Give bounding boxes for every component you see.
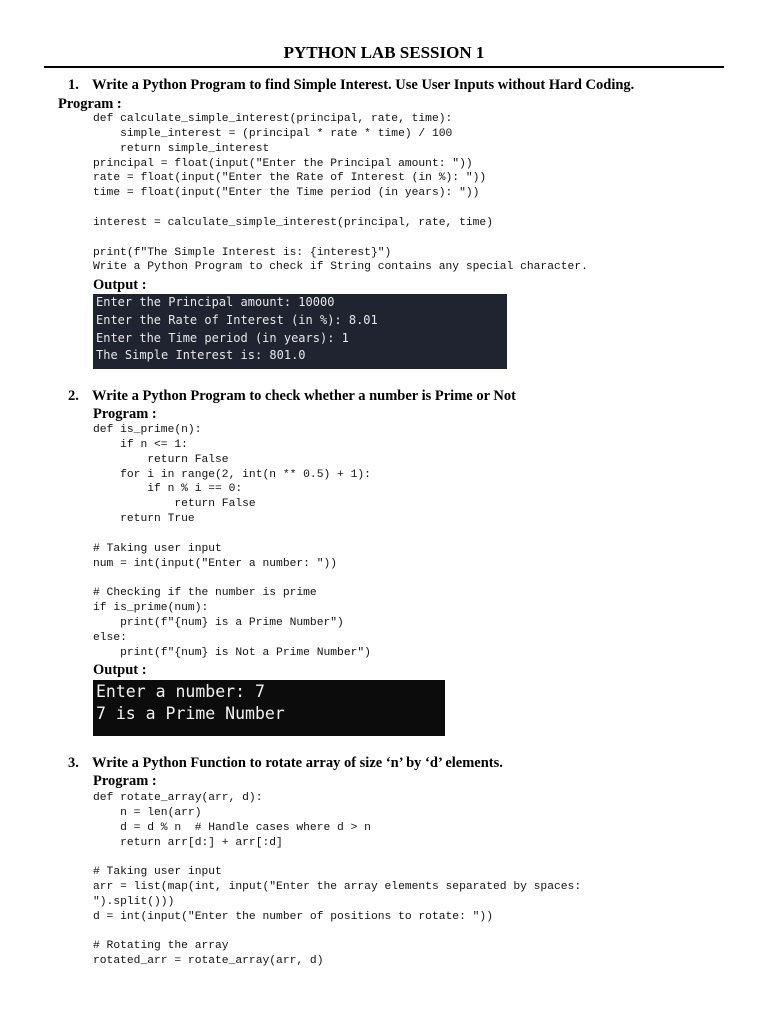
question-1-output-terminal: Enter the Principal amount: 10000 Enter the Rate of Interest (in %): 8.01 Enter the Time period (in years): 1 The Simple Interest is: 801.0 bbox=[93, 294, 507, 369]
page-title: PYTHON LAB SESSION 1 bbox=[283, 43, 485, 62]
question-2-heading bbox=[68, 388, 516, 405]
question-2-program-label: Program : bbox=[93, 406, 157, 422]
question-2-number: 2. bbox=[68, 388, 79, 404]
question-2-code: def is_prime(n): if n <= 1: return False for i in range(2, int(n ** 0.5) + 1): if n % i == 0: return False return True # Taking user input num = int(input("Enter a number: ")) # Checking if the number is prime if is_prime(num): print(f"{num} is a Prime Number") else: print(f"{num} is Not a Prime Number") bbox=[93, 424, 371, 659]
question-2-output-terminal: Enter a number: 7 7 is a Prime Number bbox=[93, 680, 445, 736]
question-2-text: Write a Python Program to check whether a number is Prime or Not bbox=[92, 388, 516, 404]
question-3-program-label: Program : bbox=[93, 773, 157, 789]
question-3-heading bbox=[68, 755, 503, 772]
question-3-code: def rotate_array(arr, d): n = len(arr) d = d % n # Handle cases where d > n return arr[d:] + arr[:d] # Taking user input arr = list(map(int, input("Enter the array elements separated by spaces: ").split())) d = int(input("Enter the number of positions to rotate: ")) # Rotating the array rotated_arr = rotate_array(arr, d) bbox=[93, 792, 582, 968]
question-1-text: Write a Python Program to find Simple Interest. Use User Inputs without Hard Coding. bbox=[92, 77, 635, 93]
question-1-number: 1. bbox=[68, 77, 79, 93]
question-1-program-label: Program : bbox=[58, 96, 122, 112]
question-3-text: Write a Python Function to rotate array of size ‘n’ by ‘d’ elements. bbox=[92, 755, 503, 771]
title-underline bbox=[44, 66, 724, 68]
question-2-output-label: Output : bbox=[93, 662, 147, 678]
question-1-output-label: Output : bbox=[93, 277, 147, 293]
question-1-heading bbox=[68, 77, 634, 94]
question-1-code: def calculate_simple_interest(principal, rate, time): simple_interest = (principal * rate * time) / 100 return simple_interest principal = float(input("Enter the Principal amount: ")) rate = float(input("Enter the Rate of Interest (in %): ")) time = float(input("Enter the Time period (in years): ")) interest = calculate_simple_interest(principal, rate, time) print(f"The Simple Interest is: {interest}") Write a Python Program to check if String contains any special character. bbox=[93, 113, 588, 274]
question-3-number: 3. bbox=[68, 755, 79, 771]
